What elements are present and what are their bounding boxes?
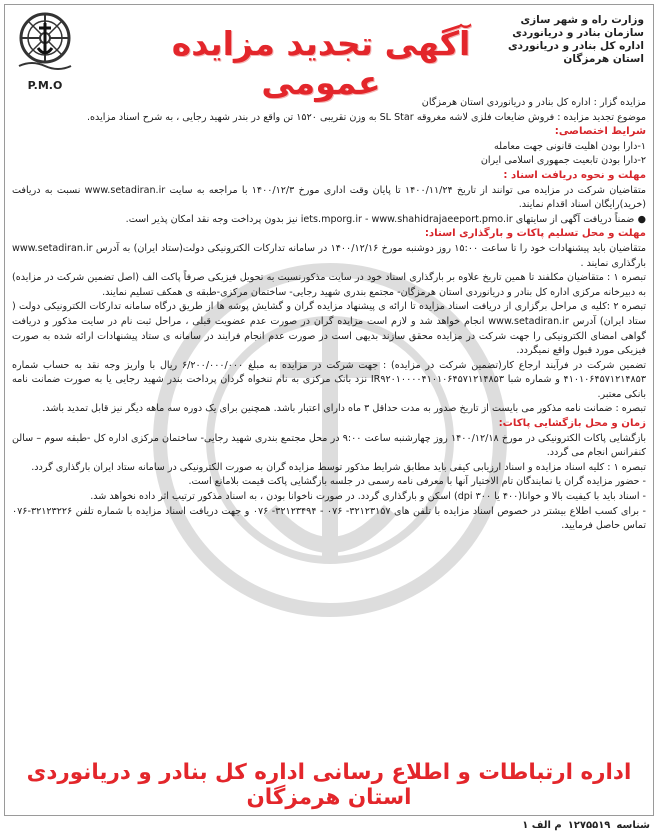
condition-item: ۲-دارا بودن تابعیت جمهوری اسلامی ایران [480, 155, 646, 167]
opening-note: تبصره ۱ : کلیه اسناد مزایده و اسناد ارزیابی کیفی باید مطابق شرایط مذکور توسط مزایده گران به صورت الکترونیکی در سامانه ستاد ایران بارگذاری گردد. [31, 461, 646, 473]
docs-note [12, 213, 646, 228]
organization-block [484, 14, 644, 66]
notice-title: آگهی تجدید مزایده عمومی [171, 24, 471, 102]
docs-note-text: ضمناً دریافت آگهی از سایتهای iets.mporg.ir - www.shahidrajaeeport.pmo.ir نیز بدون پرداخت وجه نقد امکان پذیر است. [125, 213, 635, 225]
conditions-heading: شرایط اختصاصی: [554, 126, 646, 138]
org-line: وزارت راه و شهر سازی [520, 14, 644, 26]
anchor-logo-icon [14, 8, 76, 76]
id-label: شناسه [616, 820, 650, 831]
notice-body [12, 96, 646, 760]
submit-heading: مهلت و محل تسلیم پاکات و بارگذاری اسناد: [424, 228, 646, 240]
extra-line: - حضور مزایده گران یا نمایندگان تام الاختیار آنها با معرفی نامه رسمی در جلسه بازگشایی پاکت قیمت بلامانع است. [188, 476, 646, 488]
guarantee-note: تبصره : ضمانت نامه مذکور می بایست از تاریخ صدور به مدت حداقل ۳ ماه دارای اعتبار باشد. همچنین برای یک دوره سه ماهه دیگر نیز قابل تمدید باشد. [42, 403, 646, 415]
org-line: سازمان بنادر و دریانوردی [512, 27, 644, 39]
extra-line: - اسناد باید با کیفیت بالا و خوانا(۴۰۰ یا ۳۰۰ dpi) اسکن و بارگذاری گردد. در صورت ناخوانا بودن ، به اسناد مذکور ترتیب اثر داده نخواهد شد. [90, 491, 646, 503]
auctioneer-line: مزایده گزار : اداره کل بنادر و دریانوردی استان هرمزگان [421, 97, 646, 108]
note-1: تبصره ۱ : متقاضیان مکلفند تا همین تاریخ علاوه بر بارگذاری اسناد خود در سایت مذکورنسبت به تحویل فیزیکی صرفاً پاکت الف (اصل تضمین شرکت در مزایده) به دبیرخانه مرکزی اداره کل بنادر و دریانوردی استان هرمزگان- مجتمع بندری شهید رجایی- ساختمان مرکزی-طبقه ی همکف تسلیم نمایند. [12, 272, 646, 298]
pmo-logo [14, 8, 76, 92]
guarantee-text: تضمین شرکت در فرآیند ارجاع کار(تضمین شرکت در مزایده) : جهت شرکت در مزایده به مبلغ ۶/۲۰۰/۰۰۰/۰۰۰ ریال با واریز وجه نقد به حساب شماره ۴۱۰۱۰۶۴۵۷۱۲۱۴۸۵۳ و شماره شبا IR۹۲۰۱۰۰۰۰۴۱۰۱۰۶۴۵۷۱۲۱۴۸۵۳ نزد بانک مرکزی به نام تنخواه گردان پرداخت بندر شهید رجایی یا به صورت ضمانت نامه بانکی معتبر. [12, 359, 646, 400]
notice-header [6, 6, 652, 102]
id-value: ۱۲۷۵۵۱۹ [567, 820, 611, 831]
submit-text: متقاضیان باید پیشنهادات خود را تا ساعت ۱۵:۰۰ روز دوشنبه مورخ ۱۴۰۰/۱۲/۱۶ در سامانه تدارکات الکترونیکی دولت(ستاد ایران) به آدرس www.setadiran.ir بارگذاری نمایند . [12, 242, 646, 269]
footer-title: اداره ارتباطات و اطلاع رسانی اداره کل بنادر و دریانوردی استان هرمزگان [26, 760, 632, 810]
logo-caption: P.M.O [27, 79, 63, 92]
opening-heading: زمان و محل بازگشایی پاکات: [498, 418, 646, 430]
extra-line: - برای کسب اطلاع بیشتر در خصوص اسناد مزایده با تلفن های ۳۲۱۲۳۱۵۷- ۰۷۶ - ۳۲۱۲۳۴۹۴- ۰۷۶ و جهت دریافت اسناد مزایده با شماره تلفن ۳۲۱۲۳۲۲۶-۰۷۶ تماس حاصل فرمایید. [12, 505, 646, 532]
bullet-icon: ● [634, 213, 646, 225]
id-suffix: م الف ۱ [522, 820, 562, 831]
opening-text: بازگشایی پاکات الکترونیکی در مورخ ۱۴۰۰/۱۲/۱۸ روز چهارشنبه ساعت ۹:۰۰ در محل مجتمع بندری شهید رجایی- ساختمان مرکزی اداره کل -طبقه سوم – سالن کنفرانس انجام می گردد. [12, 432, 646, 459]
note-2: تبصره ۲ :کلیه ی مراحل برگزاری از دریافت اسناد مزایده تا ارائه ی پیشنهاد مزایده گران و گشایش پوشه ها از طریق درگاه سامانه تدارکات الکترونیکی دولت ( ستاد ایران) آدرس www.setadiran.ir انجام خواهد شد و لازم است مزایده گران در صورت عدم عضویت قبلی ، مراحل ثبت نام در سایت مذکور و دریافت گواهی امضای الکترونیکی را جهت شرکت در مزایده محقق سازند بدیهی است در صورت عدم انجام فرایند در سامانه ی ستاد پیشنهادات ارائه شده به صورت فیزیکی مورد قبول واقع نمیگردد. [12, 301, 646, 357]
docs-heading: مهلت و نحوه دریافت اسناد : [503, 169, 646, 181]
docs-text: متقاضیان شرکت در مزایده می توانند از تاریخ ۱۴۰۰/۱۱/۲۴ تا پایان وقت اداری مورخ ۱۴۰۰/۱۲/۳ با مراجعه به سایت www.setadiran.ir نسبت به دریافت (خرید)رایگان اسناد اقدام نمایند. [12, 184, 646, 211]
subject-line: موضوع تجدید مزایده : فروش ضایعات فلزی لاشه مغروقه SL Star به وزن تقریبی ۱۵۲۰ تن واقع در بندر شهید رجایی ، به شرح اسناد مزایده. [86, 111, 646, 123]
org-line: استان هرمزگان [563, 53, 644, 65]
condition-item: ۱-دارا بودن اهلیت قانونی جهت معامله [494, 140, 646, 152]
notice-id [516, 820, 650, 831]
org-line: اداره کل بنادر و دریانوردی [508, 40, 644, 52]
